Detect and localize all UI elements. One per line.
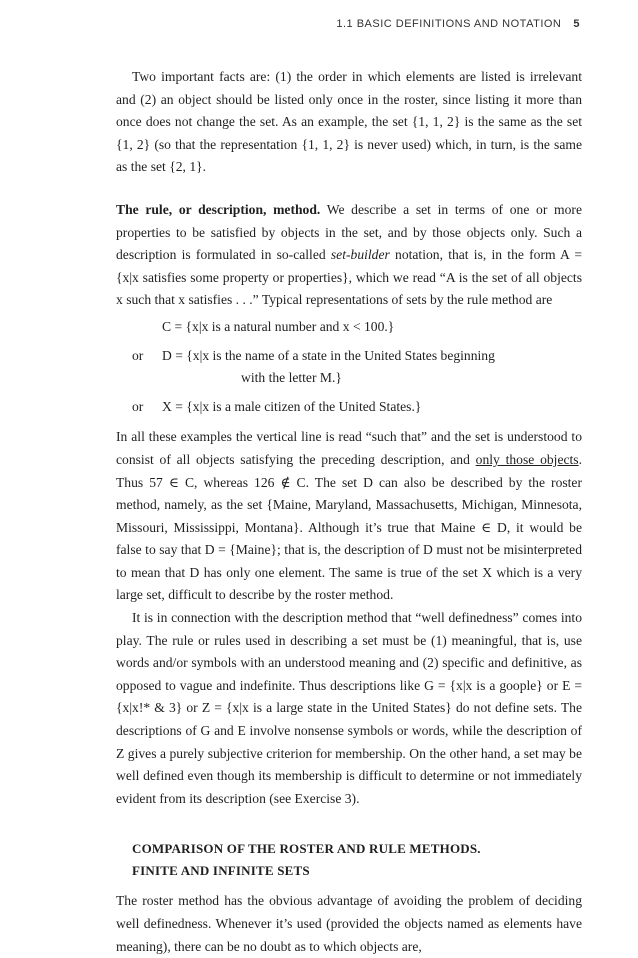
underlined-phrase: only those objects (475, 451, 579, 467)
or-label: or (132, 398, 144, 414)
example-c (116, 316, 582, 339)
rule-method-text-2: notation, that is, in the form A = {x|x satisfies some property or properties}, which we read “A is the set of all objects x such that x satisfies . . .” Typical representations of sets by the rule method are (116, 247, 582, 308)
section-heading (116, 838, 582, 882)
example-c-text: C = {x|x is a natural number and x < 100.} (162, 318, 395, 334)
section-heading-line-2: FINITE AND INFINITE SETS (132, 863, 310, 879)
paragraph-well-definedness: It is in connection with the description method that “well definedness” comes into play. The rule or rules used in describing a set must be (1) meaningful, that is, use words and/or symbols with an understood meaning and (2) specific and definitive, as opposed to vague and indefinite. Thus descriptions like G = {x|x is a goople} or E = {x|x!* & 3} or Z = {x|x is a large state in the United States} do not define sets. The descriptions of G and E involve nonsense symbols or words, while the description of Z gives a purely subjective criterion for membership. On the other hand, a set may be well defined even though its membership is difficult to determine or not immediately evident from its description (see Exercise 3). (116, 610, 582, 806)
paragraph-examples-explained (116, 426, 582, 607)
set-examples (116, 316, 582, 418)
example-x-text: X = {x|x is a male citizen of the United States.} (162, 398, 422, 414)
paragraph-roster-facts: Two important facts are: (1) the order in which elements are listed is irrelevant and (2) an object should be listed only once in the roster, since listing it more than once does not change the set. As an example, the set {1, 1, 2} is the same as the set {1, 2} (so that the representation {1, 1, 2} is never used) which, in turn, is the same as the set {2, 1}. (116, 69, 582, 175)
page-number: 5 (573, 18, 580, 30)
section-heading-line-1: COMPARISON OF THE ROSTER AND RULE METHODS. (132, 841, 481, 857)
examples-text-1: In all these examples the vertical line is read “such that” and the set is understood to consist of all objects satisfying the preceding description, and (116, 429, 582, 467)
example-x (116, 396, 582, 419)
or-label: or (132, 347, 144, 363)
example-d-line-1: D = {x|x is the name of a state in the United States beginning (162, 347, 495, 363)
example-d (116, 345, 582, 390)
rule-method-text-1: We describe a set in terms of one or more properties to be satisfied by objects in the set, and by those objects only. Such a description is formulated in so-called (116, 201, 582, 263)
rule-method-heading: The rule, or description, method. (116, 201, 321, 217)
running-header (336, 18, 580, 30)
example-d-line-2: with the letter M.} (241, 370, 342, 386)
paragraph-rule-method (116, 199, 582, 312)
page-body (116, 66, 582, 958)
examples-text-2: . Thus 57 ∈ C, whereas 126 ∉ C. The set D can also be described by the roster method, namely, as the set {Maine, Maryland, Massachusetts, Michigan, Minnesota, Missouri, Mississippi, Montana}. Although it’s true that Maine ∈ D, it would be false to say that D = {Maine}; that is, the description of D must not be misinterpreted to mean that D has only one element. The same is true of the set X which is a very large set, difficult to describe by the roster method. (116, 451, 582, 603)
set-builder-term: set-builder (330, 247, 390, 263)
paragraph-roster-advantage: The roster method has the obvious advantage of avoiding the problem of deciding well definedness. Whenever it’s used (provided the objects named as elements have meaning), there can be no doubt as to which objects are, (116, 893, 582, 954)
running-title: 1.1 BASIC DEFINITIONS AND NOTATION (336, 18, 562, 30)
